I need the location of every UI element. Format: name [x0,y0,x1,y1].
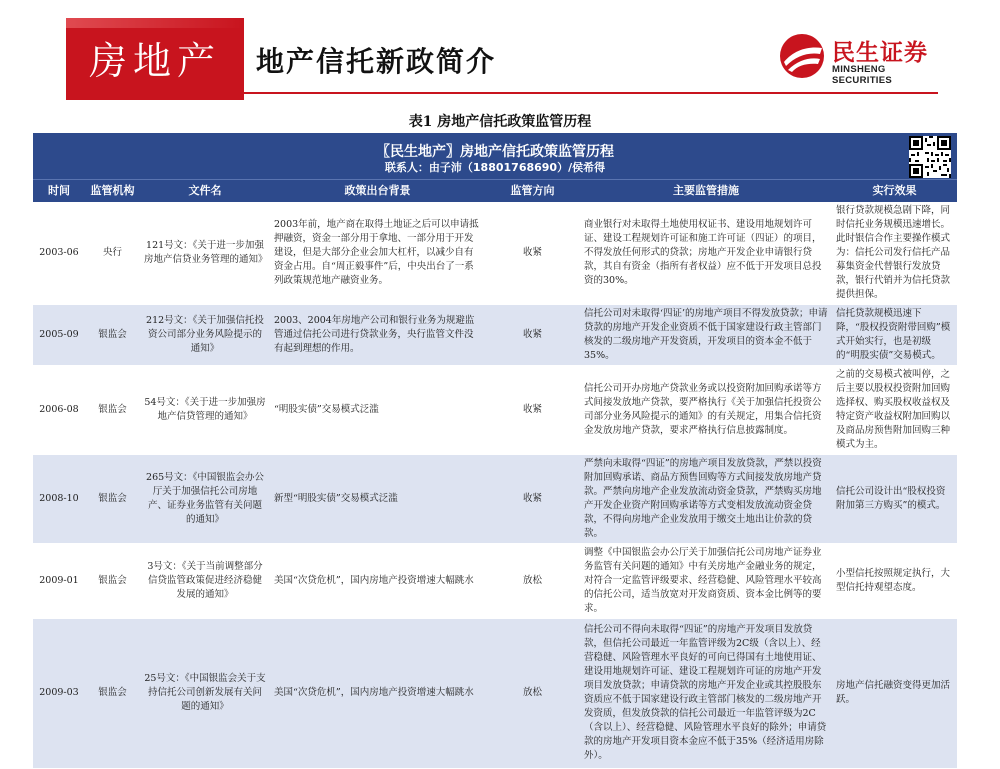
cell-effect: 房地产信托融资变得更加活跃。 [832,618,957,768]
table-row [33,454,957,543]
cell-time: 2003-06 [33,202,85,305]
table-row [33,365,957,454]
policy-table [33,133,957,769]
cell-background: 新型“明股实债”交易模式泛滥 [270,454,485,543]
header-divider [244,92,938,94]
cell-background: 美国“次贷危机”，国内房地产投资增速大幅跳水 [270,618,485,768]
cell-background: 美国“次贷危机”，国内房地产投资增速大幅跳水 [270,543,485,618]
minsheng-logo [778,32,948,86]
table-caption: 表1 房地产信托政策监管历程 [408,114,592,130]
cell-measures: 严禁向未取得“四证”的房地产项目发放贷款，严禁以投资附加回购承诺、商品方预售回购等方式间接发放房地产贷款。严禁向房地产企业发放流动资金贷款，严禁购买房地产开发企业资产附回购承诺等方式变相发放流动资金贷款，不得向房地产企业发放用于缴交土地出让价款的贷款。 [580,454,832,543]
cell-effect: 之前的交易模式被叫停，之后主要以股权投资附加回购选择权、购买股权收益权及特定资产收益权附加回购以及商品房预售附加回购三种模式为主。 [832,365,957,454]
cell-background: 2003年前，地产商在取得土地证之后可以申请抵押融资，资金一部分用于拿地、一部分用于开发建设，但是大部分企业会加大杠杆，以减少自有资金占用。自“周正毅事件”后，中央出台了一系列政策规范地产融资业务。 [270,202,485,305]
cell-agency: 银监会 [85,618,140,768]
banner-title: 〖民生地产〗房地产信托政策监管历程 [376,144,614,160]
cell-agency: 银监会 [85,304,140,365]
cell-document: 3号文：《关于当前调整部分信贷监管政策促进经济稳健发展的通知》 [140,543,270,618]
sector-tag-accent [66,18,244,28]
column-header: 监管方向 [485,180,580,202]
column-header: 监管机构 [85,180,140,202]
sector-label: 房地产 [88,39,221,83]
cell-agency: 央行 [85,202,140,305]
cell-direction: 收紧 [485,365,580,454]
cell-document: 265号文：《中国银监会办公厅关于加强信托公司房地产、证券业务监管有关问题的通知》 [140,454,270,543]
cell-direction: 放松 [485,543,580,618]
cell-measures: 信托公司对未取得‘四证’的房地产项目不得发放贷款；申请贷款的房地产开发企业资质不低于国家建设行政主管部门核发的二级房地产开发资质，开发项目的资本金不低于35%。 [580,304,832,365]
cell-time: 2005-09 [33,304,85,365]
cell-measures: 调整《中国银监会办公厅关于加强信托公司房地产证券业务监管有关问题的通知》中有关房地产金融业务的规定，对符合一定监管评级要求、经营稳健、风险管理水平较高的信托公司，适当放宽对开发商资质、资本金比例等的要求。 [580,543,832,618]
column-header: 主要监管措施 [580,180,832,202]
cell-time: 2009-03 [33,618,85,768]
cell-document: 54号文：《关于进一步加强房地产信贷管理的通知》 [140,365,270,454]
table-header-row [33,180,957,202]
cell-document: 121号文：《关于进一步加强房地产信贷业务管理的通知》 [140,202,270,305]
cell-document: 212号文：《关于加强信托投资公司部分业务风险提示的通知》 [140,304,270,365]
table-banner [33,133,957,179]
cell-measures: 信托公司不得向未取得“四证”的房地产开发项目发放贷款，但信托公司最近一年监管评级为2C级（含以上）、经营稳健、风险管理水平良好的可向已得国有土地使用证、建设用地规划许可证、建设工程规划许可证的房地产开发项目发放贷款；申请贷款的房地产开发企业或其控股股东资质应不低于国家建设行政主管部门核发的二级房地产开发资质，但发放贷款的信托公司最近一年监管评级为2C（含以上）、经营稳健、风险管理水平良好的除外；申请贷款的房地产开发项目资本金应不低于35%（经济适用房除外）。 [580,618,832,768]
table-row [33,202,957,305]
cell-background: “明股实债”交易模式泛滥 [270,365,485,454]
banner-contact: 联系人：由子沛（18801768690）/侯希得 [384,161,606,174]
table-row [33,304,957,365]
cell-agency: 银监会 [85,365,140,454]
cell-effect: 小型信托按照规定执行，大型信托持观望态度。 [832,543,957,618]
column-header: 文件名 [140,180,270,202]
logo-english-name: MINSHENG SECURITIES [832,64,893,86]
cell-time: 2006-08 [33,365,85,454]
column-header: 时间 [33,180,85,202]
page-header [0,0,1000,100]
cell-agency: 银监会 [85,543,140,618]
cell-background: 2003、2004年房地产公司和银行业务为规避监管通过信托公司进行贷款业务，央行监管文件没有起到理想的作用。 [270,304,485,365]
logo-chinese-name: 民生证券 [832,40,928,66]
column-header: 实行效果 [832,180,957,202]
cell-effect: 信托贷款规模迅速下降，“股权投资附带回购”模式开始实行，也是初级的“明股实债”交易模式。 [832,304,957,365]
cell-direction: 收紧 [485,202,580,305]
cell-effect: 信托公司设计出“股权投资附加第三方购买”的模式。 [832,454,957,543]
policy-history-table [33,179,957,769]
cell-effect: 银行贷款规模急剧下降，同时信托业务规模迅速增长。此时银信合作主要操作模式为：信托公司发行信托产品募集资金代替银行发放贷款，银行代销并为信托贷款提供担保。 [832,202,957,305]
cell-time: 2009-01 [33,543,85,618]
minsheng-logo-icon [778,32,826,80]
cell-direction: 收紧 [485,304,580,365]
column-header: 政策出台背景 [270,180,485,202]
qr-code-icon [909,136,951,178]
table-row [33,543,957,618]
cell-measures: 信托公司开办房地产贷款业务或以投资附加回购承诺等方式间接发放地产贷款，要严格执行《关于加强信托投资公司部分业务风险提示的通知》的有关规定，用集合信托资金发放房地产贷款，要求严格执行信息披露制度。 [580,365,832,454]
cell-measures: 商业银行对未取得土地使用权证书、建设用地规划许可证、建设工程规划许可证和施工许可证（四证）的项目，不得发放任何形式的贷款；房地产开发企业申请银行贷款，其自有资金（指所有者权益）应不低于开发项目总投资的30%。 [580,202,832,305]
cell-direction: 收紧 [485,454,580,543]
table-row [33,618,957,768]
report-title: 地产信托新政简介 [256,45,497,78]
cell-direction: 放松 [485,618,580,768]
cell-time: 2008-10 [33,454,85,543]
cell-agency: 银监会 [85,454,140,543]
cell-document: 25号文：《中国银监会关于支持信托公司创新发展有关问题的通知》 [140,618,270,768]
